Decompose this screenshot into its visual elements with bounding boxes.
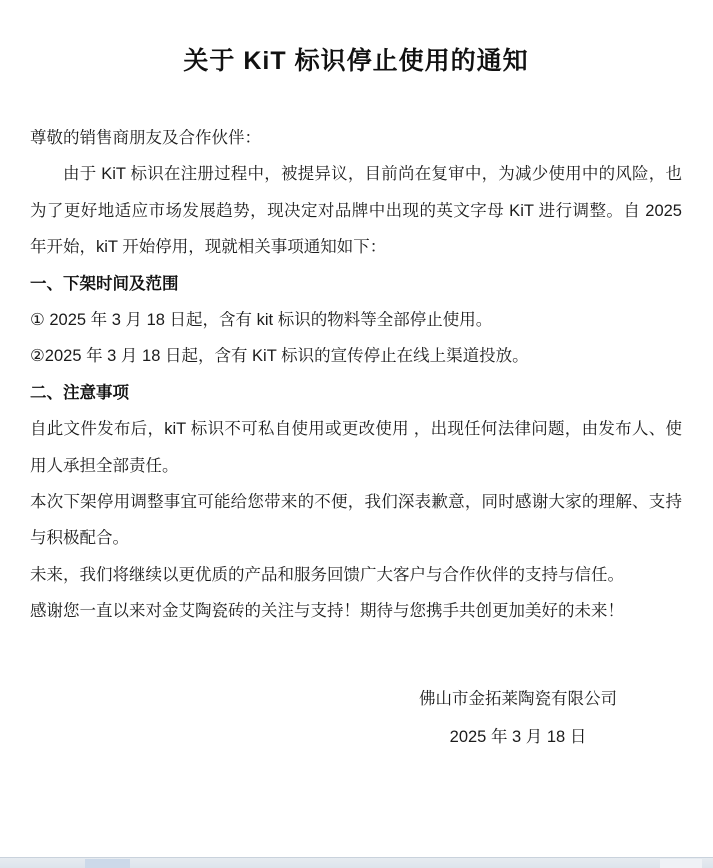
- intro-paragraph: 由于 KiT 标识在注册过程中，被提异议，目前尚在复审中，为减少使用中的风险，也为了更好地适应市场发展趋势，现决定对品牌中出现的英文字母 KiT 进行调整。自 2025 年开始，kiT 开始停用，现就相关事项通知如下：: [30, 165, 682, 257]
- section2-heading: 二、注意事项: [30, 383, 129, 402]
- section2-paragraph-3: 未来，我们将继续以更优质的产品和服务回馈广大客户与合作伙伴的支持与信任。: [30, 565, 624, 584]
- bottom-bar-accent-segment: [85, 859, 130, 868]
- salutation-line: 尊敬的销售商朋友及合作伙伴：: [30, 129, 261, 147]
- section1-item-2: ②2025 年 3 月 18 日起，含有 KiT 标识的宣传停止在线上渠道投放。: [30, 347, 529, 366]
- signature-block: [368, 680, 668, 756]
- signature-date: 2025 年 3 月 18 日: [449, 727, 587, 746]
- section1-heading: 一、下架时间及范围: [30, 274, 179, 293]
- section2-paragraph-1: 自此文件发布后，kiT 标识不可私自使用或更改使用 ，出现任何法律问题，由发布人、使用人承担全部责任。: [30, 420, 682, 475]
- section2-paragraph-4: 感谢您一直以来对金艾陶瓷砖的关注与支持！期待与您携手共创更加美好的未来！: [30, 602, 624, 621]
- section1-item-1: ① 2025 年 3 月 18 日起，含有 kit 标识的物料等全部停止使用。: [30, 311, 493, 330]
- company-name: 佛山市金拓莱陶瓷有限公司: [419, 689, 617, 708]
- bottom-window-edge-bar: [0, 857, 713, 868]
- document-title: 关于 KiT 标识停止使用的通知: [183, 47, 529, 75]
- section2-paragraph-2: 本次下架停用调整事宜可能给您带来的不便，我们深表歉意，同时感谢大家的理解、支持与积极配合。: [30, 493, 682, 548]
- bottom-bar-light-segment: [660, 859, 702, 868]
